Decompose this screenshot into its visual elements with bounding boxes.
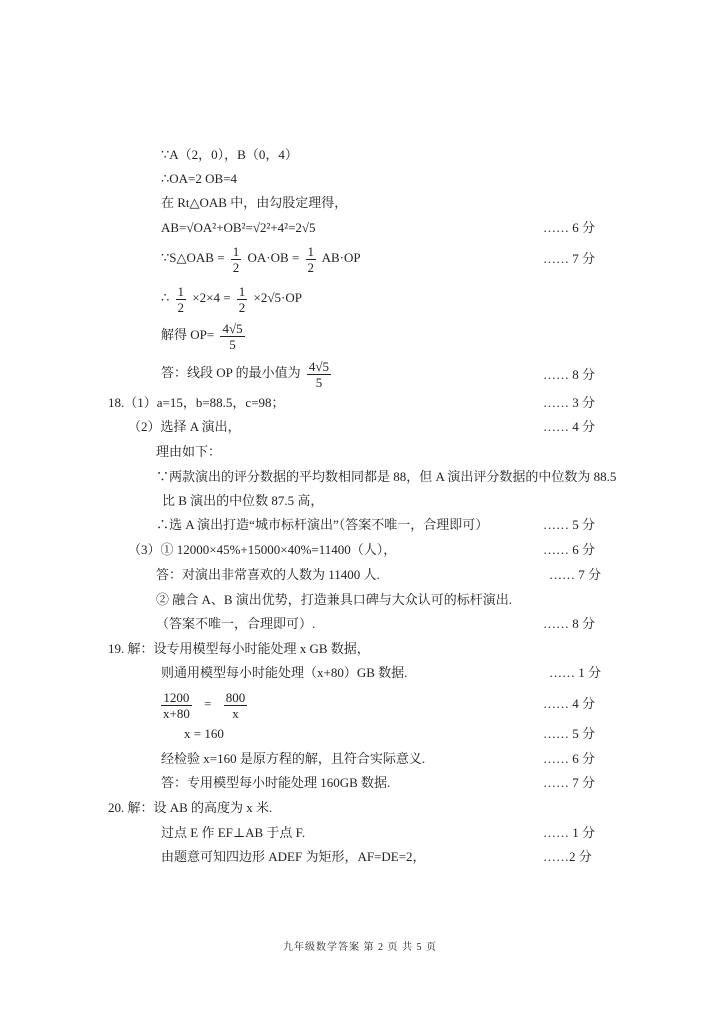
- score-mark: …… 6 分: [543, 220, 596, 235]
- q19-general-model: 则通用模型每小时能处理（x+80）GB 数据.: [161, 665, 408, 680]
- score-mark: …… 1 分: [549, 665, 602, 680]
- q20-rectangle: 由题意可知四边形 ADEF 为矩形，AF=DE=2，: [161, 849, 426, 864]
- q18-part2: （2）选择 A 演出，: [128, 419, 241, 434]
- q20-setup: 20. 解：设 AB 的高度为 x 米.: [108, 800, 273, 815]
- q19-answer: 答：专用模型每小时能处理 160GB 数据.: [161, 775, 391, 790]
- q18-part1: 18.（1）a=15，b=88.5，c=98；: [108, 395, 285, 410]
- score-mark: …… 4 分: [543, 419, 596, 434]
- score-mark: …… 5 分: [543, 517, 596, 532]
- oa-ob-term: OA·OB =: [247, 250, 300, 265]
- q20-perpendicular: 过点 E 作 EF⊥AB 于点 F.: [161, 825, 306, 840]
- equation-line: [161, 281, 302, 315]
- q18-note: （答案不唯一，合理即可）.: [156, 616, 316, 631]
- score-mark: ……2 分: [543, 849, 592, 864]
- op-answer-line: [161, 356, 334, 390]
- score-mark: …… 8 分: [543, 616, 596, 631]
- q18-part3-suggestion: ② 融合 A、B 演出优势，打造兼具口碑与大众认可的标杆演出.: [156, 592, 513, 607]
- score-mark: …… 5 分: [543, 726, 596, 741]
- score-mark: …… 8 分: [543, 367, 596, 382]
- reason-conclusion: ∴选 A 演出打造“城市标杆演出”（答案不唯一，合理即可）: [156, 517, 489, 532]
- score-mark: …… 4 分: [543, 696, 596, 711]
- q19-equation: [158, 686, 250, 722]
- score-mark: …… 7 分: [543, 251, 596, 266]
- score-mark: …… 7 分: [549, 567, 602, 582]
- q19-setup: 19. 解：设专用模型每小时能处理 x GB 数据，: [108, 641, 370, 656]
- area-formula-line: [161, 241, 361, 275]
- left-product: ×2×4 =: [192, 290, 231, 305]
- oa-ob-line: ∴OA=2 OB=4: [161, 171, 238, 186]
- q18-part3: （3）① 12000×45%+15000×40%=11400（人），: [128, 542, 397, 557]
- op-solution-line: [161, 318, 248, 352]
- fraction-half: $\frac{1}{2}$: [232, 243, 240, 275]
- q19-check: 经检验 x=160 是原方程的解，且符合实际意义.: [161, 751, 426, 766]
- fraction-half: $\frac{1}{2}$: [238, 283, 246, 315]
- ab-op-term: AB·OP: [321, 250, 361, 265]
- op-label: 解得 OP=: [161, 327, 215, 342]
- given-points-line: ∵A（2，0），B（0，4）: [161, 147, 298, 162]
- score-mark: …… 6 分: [543, 542, 596, 557]
- score-mark: …… 1 分: [543, 825, 596, 840]
- fraction-left: $\frac{1200}{x+80}$: [163, 689, 190, 721]
- ab-length-line: AB=√OA²+OB²=√2²+4²=2√5: [161, 220, 316, 235]
- score-mark: …… 3 分: [543, 395, 596, 410]
- pythagoras-intro-line: 在 Rt△OAB 中，由勾股定理得，: [161, 195, 348, 210]
- area-label: ∵S△OAB =: [161, 250, 225, 265]
- reason-line-2: 比 B 演出的中位数 87.5 高，: [162, 493, 324, 508]
- reason-line-1: ∵两款演出的评分数据的平均数相同都是 88，但 A 演出评分数据的中位数为 88.5: [156, 469, 617, 484]
- page-footer: 九年级数学答案 第 2 页 共 5 页: [283, 942, 437, 953]
- score-mark: …… 7 分: [543, 775, 596, 790]
- op-answer-label: 答：线段 OP 的最小值为: [161, 365, 301, 380]
- score-mark: …… 6 分: [543, 751, 596, 766]
- reason-heading: 理由如下：: [156, 444, 222, 459]
- fraction-op: $\frac{4√5}{5}$: [222, 320, 243, 352]
- fraction-op: $\frac{4√5}{5}$: [308, 358, 330, 390]
- right-product: ×2√5·OP: [253, 290, 302, 305]
- q19-solution: x = 160: [184, 726, 224, 741]
- fraction-right: $\frac{800}{x}$: [225, 689, 246, 721]
- therefore-symbol: ∴: [161, 290, 170, 305]
- q18-part3-answer: 答：对演出非常喜欢的人数为 11400 人.: [156, 567, 380, 582]
- equals-sign: =: [204, 696, 212, 711]
- fraction-half: $\frac{1}{2}$: [177, 283, 185, 315]
- fraction-half: $\frac{1}{2}$: [307, 243, 315, 275]
